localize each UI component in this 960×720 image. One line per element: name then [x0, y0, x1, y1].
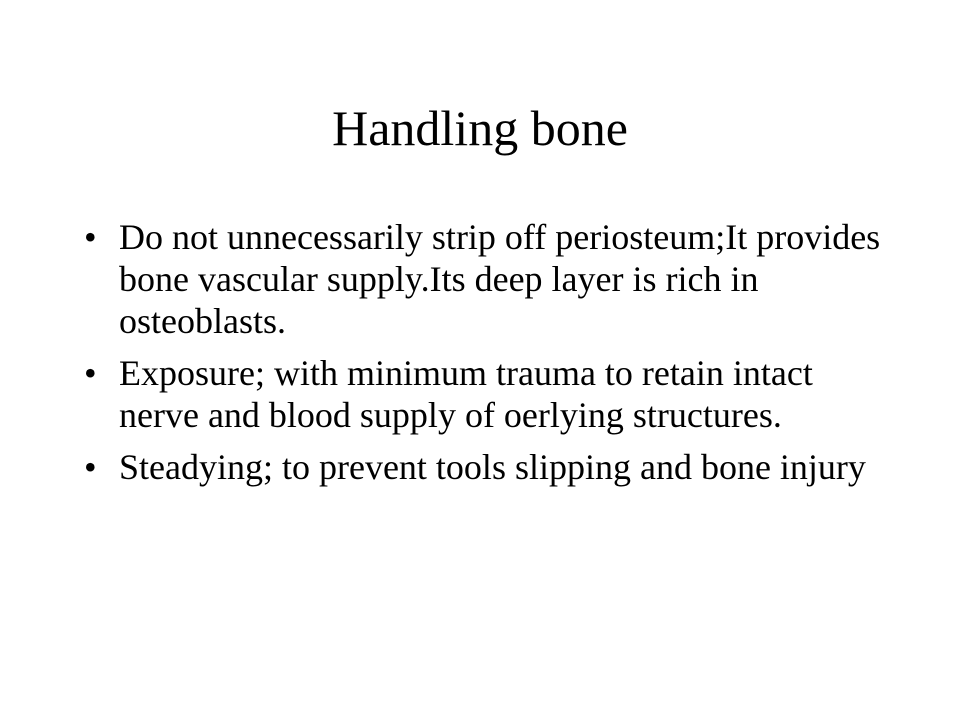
slide-title: Handling bone	[332, 100, 628, 156]
bullet-marker: •	[84, 217, 97, 257]
bullet-list	[84, 216, 884, 498]
bullet-item-exposure	[84, 352, 884, 436]
bullet-item-steadying	[84, 446, 884, 488]
bullet-marker: •	[84, 447, 97, 487]
bullet-marker: •	[84, 353, 97, 393]
bullet-item-periosteum	[84, 216, 884, 342]
bullet-text: Do not unnecessarily strip off periosteum;It provides bone vascular supply.Its deep layer is rich in osteoblasts.	[119, 217, 881, 341]
bullet-text: Steadying; to prevent tools slipping and bone injury	[119, 447, 866, 487]
bullet-text: Exposure; with minimum trauma to retain intact nerve and blood supply of oerlying structures.	[119, 353, 813, 435]
